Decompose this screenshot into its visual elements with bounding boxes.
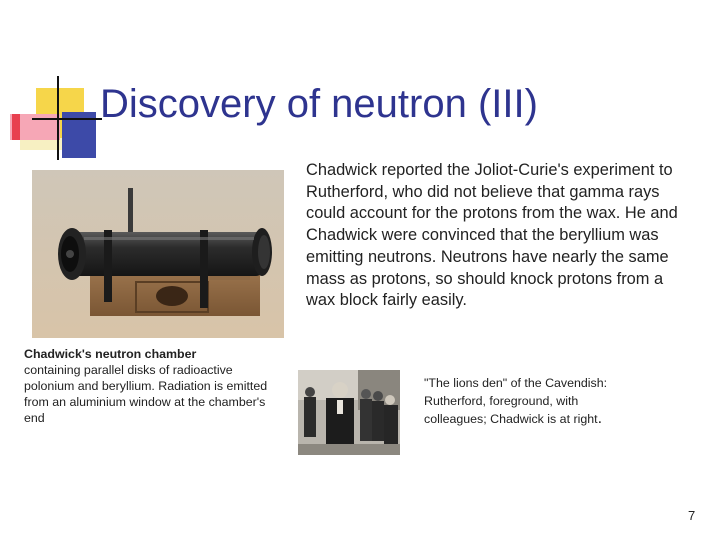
ornament-red-bar [12, 114, 20, 140]
body-paragraph: Chadwick reported the Joliot-Curie's experiment to Rutherford, who did not believe that gamma rays could account for the protons from the wax. He and Chadwick were convinced that the beryllium was emitting neutrons. Neutrons have nearly the same mass as protons, so should knock protons from a wax block fairly easily. [306, 161, 678, 310]
chamber-caption-title: Chadwick's neutron chamber [24, 347, 197, 361]
page-number: 7 [688, 508, 696, 523]
group-photo [298, 370, 400, 455]
ornament-horizontal-line [32, 118, 102, 120]
neutron-chamber-photo [32, 170, 284, 338]
slide-title: Discovery of neutron (III) [100, 82, 538, 126]
den-caption [424, 374, 620, 428]
den-caption-end: . [597, 410, 603, 427]
chamber-caption [24, 346, 279, 426]
chamber-caption-text: containing parallel disks of radioactive polonium and beryllium. Radiation is emitted from an aluminium window at the chamber's end [24, 363, 268, 425]
den-caption-text: "The lions den" of the Cavendish: Rutherford, foreground, with colleagues; Chadwick is at right [424, 376, 608, 426]
